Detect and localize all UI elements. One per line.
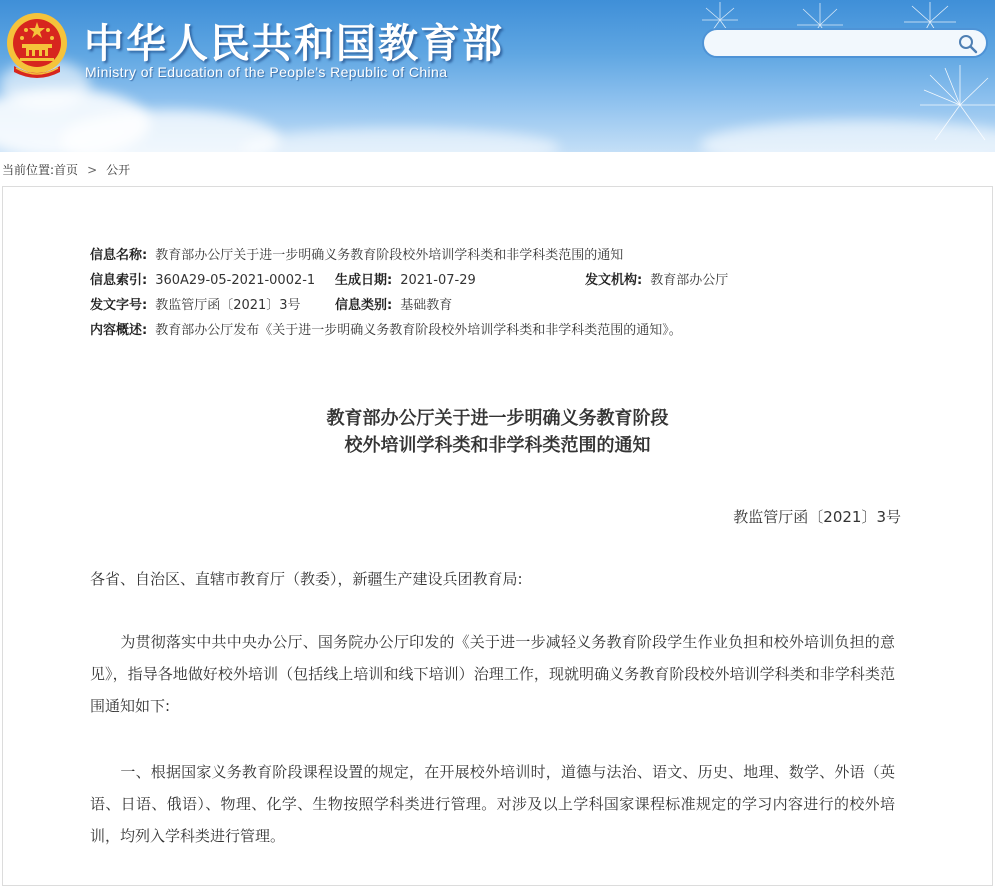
meta-docno-value: 教监管厅函〔2021〕3号 — [155, 298, 301, 313]
meta-name-label: 信息名称: — [90, 248, 148, 263]
site-title[interactable]: 中华人民共和国教育部 — [84, 21, 504, 67]
dandelion-decoration-icon — [900, 60, 995, 150]
search-box — [702, 28, 988, 58]
search-icon[interactable] — [958, 34, 978, 54]
document-title-line-1: 教育部办公厅关于进一步明确义务教育阶段 — [326, 408, 669, 429]
breadcrumb-current-link[interactable]: 公开 — [106, 163, 131, 177]
meta-summary-value: 教育部办公厅发布《关于进一步明确义务教育阶段校外培训学科类和非学科类范围的通知》。 — [155, 323, 682, 338]
meta-name-value: 教育部办公厅关于进一步明确义务教育阶段校外培训学科类和非学科类范围的通知 — [155, 248, 624, 263]
breadcrumb-home-link[interactable]: 首页 — [54, 163, 79, 177]
meta-index-value: 360A29-05-2021-0002-1 — [155, 273, 316, 288]
document-paragraph: 为贯彻落实中共中央办公厅、国务院办公厅印发的《关于进一步减轻义务教育阶段学生作业负担和校外培训负担的意见》，指导各地做好校外培训（包括线上培训和线下培训）治理工作，现就明确义务教育阶段校外培训学科类和非学科类范围通知如下: — [90, 633, 895, 715]
document-number: 教监管厅函〔2021〕3号 — [733, 508, 901, 526]
national-emblem-icon — [4, 10, 70, 82]
breadcrumb-prefix: 当前位置: — [2, 163, 55, 177]
search-input[interactable] — [716, 33, 960, 55]
site-header — [0, 0, 995, 152]
cloud-decoration — [240, 128, 560, 152]
meta-date-value: 2021-07-29 — [400, 273, 476, 288]
meta-category-value: 基础教育 — [400, 298, 453, 313]
meta-summary-label: 内容概述: — [90, 323, 148, 338]
document-title-line-2: 校外培训学科类和非学科类范围的通知 — [344, 435, 651, 456]
meta-category-label: 信息类别: — [335, 298, 393, 313]
meta-date-label: 生成日期: — [335, 273, 393, 288]
breadcrumb — [2, 161, 130, 178]
meta-docno-label: 发文字号: — [90, 298, 148, 313]
breadcrumb-separator: > — [87, 163, 98, 177]
meta-org-value: 教育部办公厅 — [650, 273, 729, 288]
document-salutation: 各省、自治区、直辖市教育厅（教委），新疆生产建设兵团教育局: — [90, 570, 523, 588]
document-paragraph: 一、根据国家义务教育阶段课程设置的规定，在开展校外培训时，道德与法治、语文、历史、地理、数学、外语（英语、日语、俄语）、物理、化学、生物按照学科类进行管理。对涉及以上学科国家课程标准规定的学习内容进行的校外培训，均列入学科类进行管理。 — [90, 763, 895, 845]
site-subtitle: Ministry of Education of the People's Republic of China — [85, 64, 448, 80]
meta-index-label: 信息索引: — [90, 273, 148, 288]
meta-org-label: 发文机构: — [585, 273, 643, 288]
